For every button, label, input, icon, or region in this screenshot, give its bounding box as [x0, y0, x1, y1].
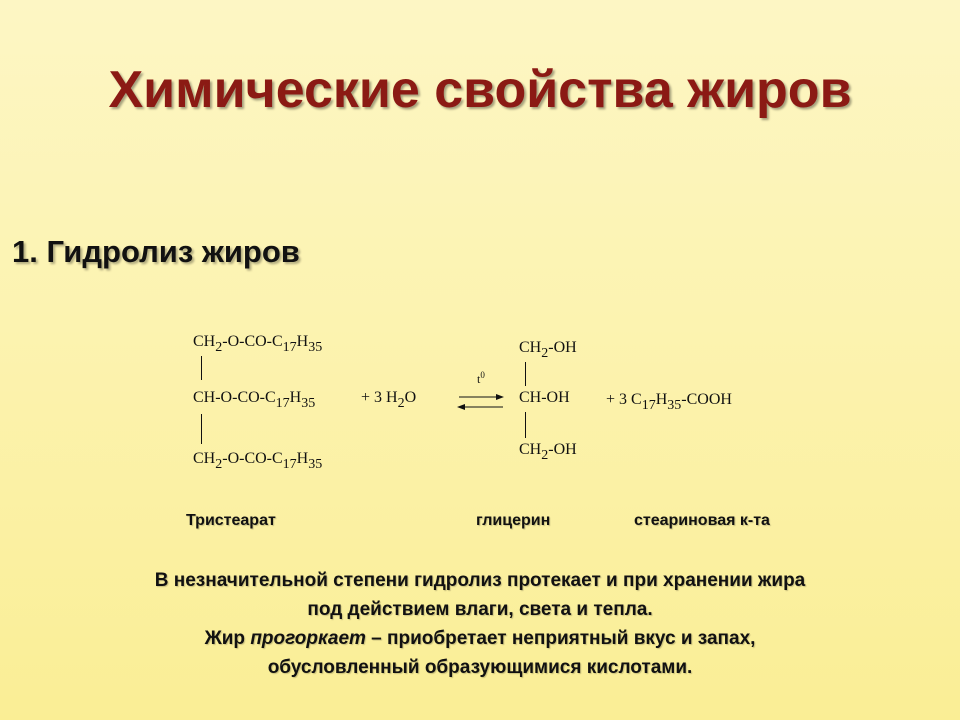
glycerol-formula-row-3: $CH_2-OH$ — [519, 441, 577, 463]
fat-formula-row-2: $CH-O-CO-C_{17}H_{35}$ — [193, 389, 316, 411]
emphasis-term: прогоркает — [250, 628, 366, 649]
note-line-4: обусловленный образующимися кислотами. — [267, 657, 693, 678]
bond-line — [201, 356, 202, 380]
section-heading: 1. Гидролиз жиров — [12, 234, 300, 269]
note-line-1: В незначительной степени гидролиз протекает и при хранении жира — [154, 570, 806, 591]
bond-line — [201, 414, 202, 444]
reaction-condition: $t^0$ — [477, 370, 485, 386]
glycerol-formula-row-2: CH-OH — [519, 389, 570, 406]
water-formula: + 3 $H_2O$ — [361, 389, 417, 411]
caption-fat: Тристеарат — [186, 512, 276, 529]
bond-line — [525, 412, 526, 438]
caption-glycerol: глицерин — [476, 512, 551, 529]
caption-acid: стеариновая к-та — [634, 512, 770, 529]
acid-formula: + 3 $C_{17}H_{35}$-COOH — [606, 391, 732, 413]
fat-formula-row-1: $CH_2-O-CO-C_{17}H_{35}$ — [193, 333, 323, 355]
fat-formula-row-3: $CH_2-O-CO-C_{17}H_{35}$ — [193, 450, 323, 472]
page-title: Химические свойства жиров — [108, 61, 852, 119]
equilibrium-arrow-icon — [455, 390, 507, 414]
bond-line — [525, 362, 526, 386]
glycerol-formula-row-1: $CH_2-OH$ — [519, 339, 577, 361]
note-line-3: Жир прогоркает – приобретает неприятный вкус и запах, — [204, 628, 756, 649]
explanation-note — [0, 566, 960, 682]
note-line-2: под действием влаги, света и тепла. — [307, 599, 653, 620]
